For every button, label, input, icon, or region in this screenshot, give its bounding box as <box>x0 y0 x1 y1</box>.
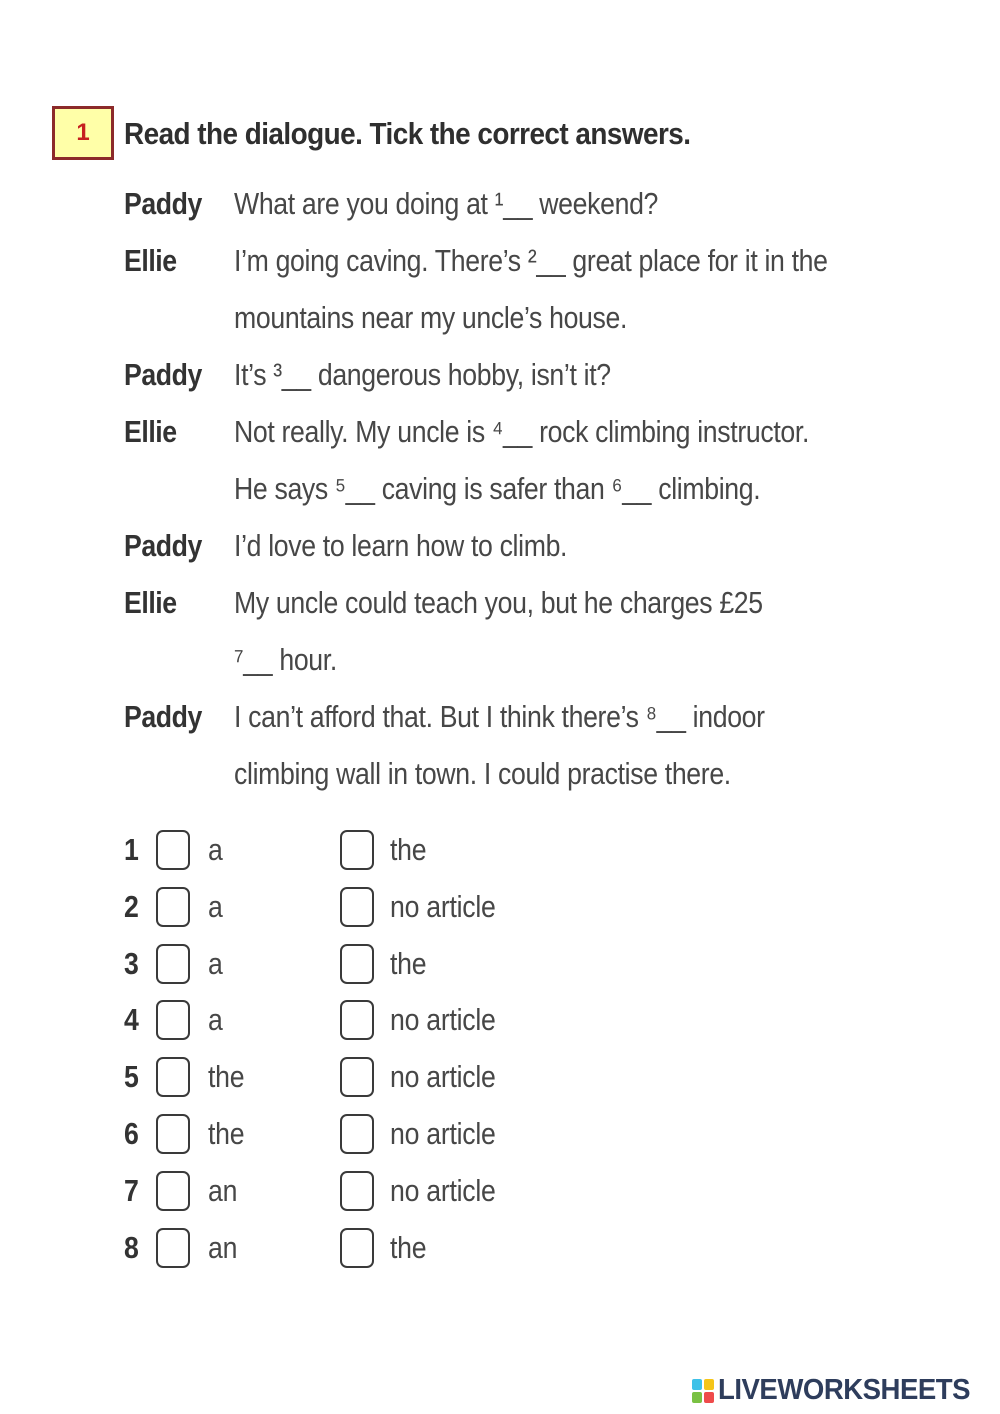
speech-text: ⁷__ hour. <box>234 642 337 677</box>
option-a-checkbox[interactable] <box>156 944 190 984</box>
option-b-checkbox[interactable] <box>340 887 374 927</box>
speaker-name: Paddy <box>124 357 202 392</box>
dialogue-line <box>124 239 984 296</box>
question-number: 7 <box>124 1172 139 1208</box>
option-b-checkbox[interactable] <box>340 1114 374 1154</box>
speech-text: I’m going caving. There’s ²__ great place for it in the <box>234 243 828 278</box>
option-a-label: an <box>208 1172 238 1208</box>
option-b-checkbox[interactable] <box>340 1000 374 1040</box>
speech-text: mountains near my uncle’s house. <box>234 300 628 335</box>
exercise-number: 1 <box>76 119 90 146</box>
speaker-name: Paddy <box>124 186 202 221</box>
option-b-label: no article <box>390 1172 496 1208</box>
option-b-checkbox[interactable] <box>340 944 374 984</box>
question-number: 5 <box>124 1059 139 1095</box>
dialogue-line <box>124 638 984 695</box>
option-b-label: the <box>390 1229 427 1265</box>
speech-text: He says ⁵__ caving is safer than ⁶__ climbing. <box>234 471 761 506</box>
speaker-name: Ellie <box>124 243 177 278</box>
dialogue-line <box>124 752 984 809</box>
dialogue-line <box>124 353 984 410</box>
liveworksheets-logo-icon <box>692 1379 714 1403</box>
option-a-checkbox[interactable] <box>156 1057 190 1097</box>
speech-text: climbing wall in town. I could practise there. <box>234 756 731 791</box>
question-number: 3 <box>124 945 139 981</box>
option-b-label: the <box>390 832 427 867</box>
dialogue-line <box>124 182 984 239</box>
option-b-checkbox[interactable] <box>340 1228 374 1268</box>
dialogue-line <box>124 695 984 752</box>
speech-text: What are you doing at ¹__ weekend? <box>234 186 659 221</box>
speaker-name: Ellie <box>124 414 177 449</box>
option-b-checkbox[interactable] <box>340 1171 374 1211</box>
option-a-label: a <box>208 888 223 924</box>
dialogue-line <box>124 581 984 638</box>
speech-text: My uncle could teach you, but he charges £25 <box>234 585 763 620</box>
option-a-label: a <box>208 832 223 867</box>
option-a-checkbox[interactable] <box>156 1228 190 1268</box>
option-a-label: the <box>208 1115 245 1151</box>
speech-text: I can’t afford that. But I think there’s ⁸__ indoor <box>234 699 765 734</box>
question-number: 8 <box>124 1229 139 1265</box>
dialogue <box>124 182 984 809</box>
exercise-instruction: Read the dialogue. Tick the correct answers. <box>124 116 691 151</box>
logo-text: LIVEWORKSHEETS <box>718 1374 971 1406</box>
dialogue-line <box>124 524 984 581</box>
option-b-label: no article <box>390 1115 496 1151</box>
question-number: 1 <box>124 832 139 867</box>
option-a-label: a <box>208 1002 223 1038</box>
speaker-name: Ellie <box>124 585 177 620</box>
option-a-checkbox[interactable] <box>156 1114 190 1154</box>
speech-text: Not really. My uncle is ⁴__ rock climbing instructor. <box>234 414 810 449</box>
option-b-label: no article <box>390 1059 496 1095</box>
speaker-name: Paddy <box>124 528 202 563</box>
question-number: 6 <box>124 1115 139 1151</box>
option-a-label: the <box>208 1059 245 1095</box>
dialogue-line <box>124 296 984 353</box>
option-b-checkbox[interactable] <box>340 1057 374 1097</box>
question-number: 4 <box>124 1002 139 1038</box>
option-a-checkbox[interactable] <box>156 1171 190 1211</box>
option-a-label: a <box>208 945 223 981</box>
dialogue-line <box>124 467 984 524</box>
exercise-number-badge <box>52 106 114 160</box>
option-a-label: an <box>208 1229 238 1265</box>
option-a-checkbox[interactable] <box>156 1000 190 1040</box>
option-b-checkbox[interactable] <box>340 830 374 870</box>
liveworksheets-logo <box>692 1374 983 1407</box>
option-b-label: no article <box>390 1002 496 1038</box>
speech-text: I’d love to learn how to climb. <box>234 528 568 563</box>
speech-text: It’s ³__ dangerous hobby, isn’t it? <box>234 357 611 392</box>
option-b-label: no article <box>390 888 496 924</box>
option-b-label: the <box>390 945 427 981</box>
dialogue-line <box>124 410 984 467</box>
speaker-name: Paddy <box>124 699 202 734</box>
question-number: 2 <box>124 888 139 924</box>
option-a-checkbox[interactable] <box>156 887 190 927</box>
option-a-checkbox[interactable] <box>156 830 190 870</box>
